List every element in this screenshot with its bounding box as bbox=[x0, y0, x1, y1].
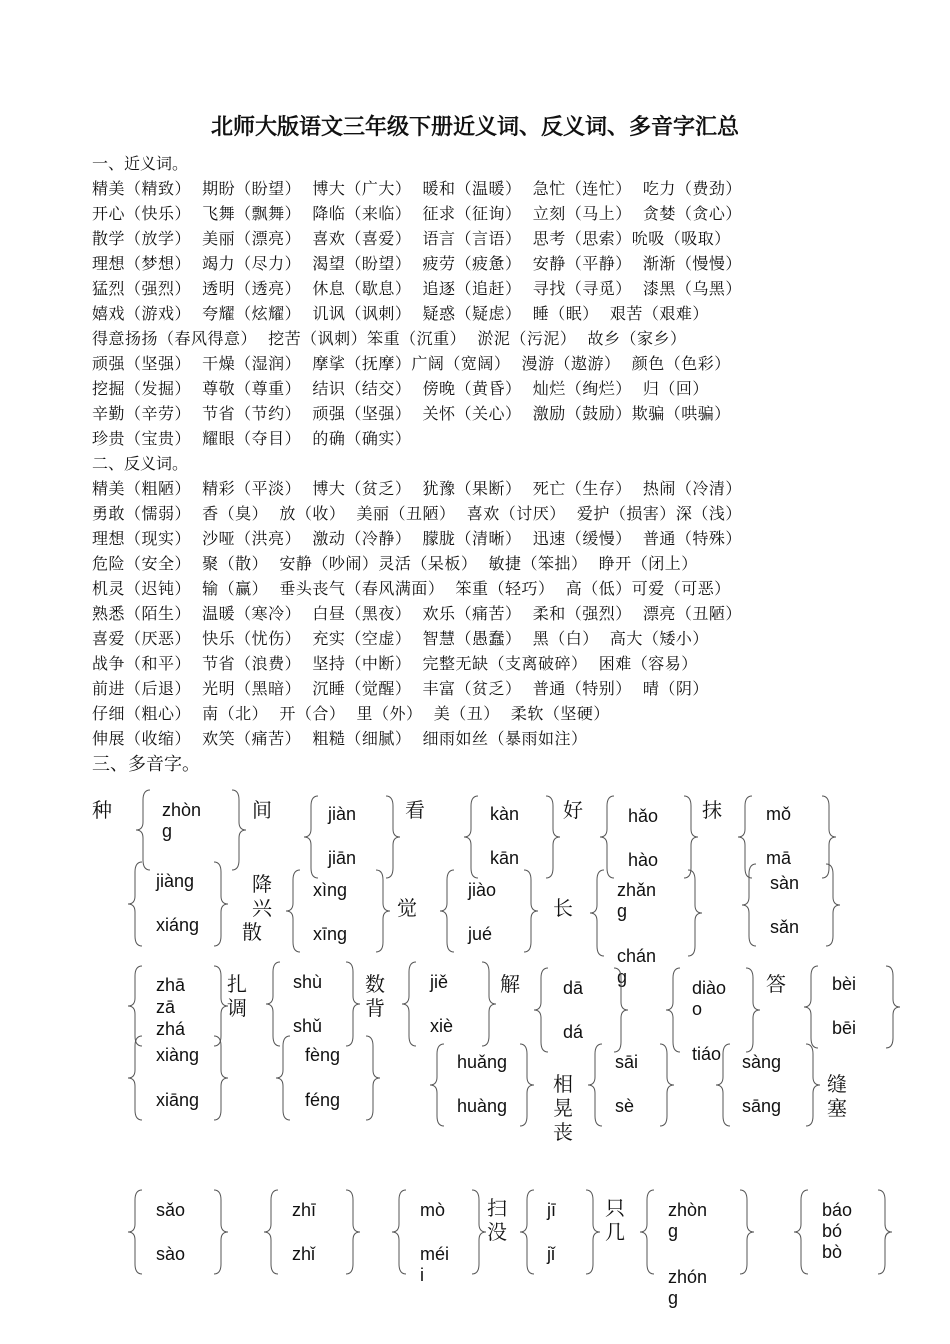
left-brace bbox=[276, 1036, 290, 1120]
right-brace bbox=[214, 966, 228, 1046]
right-brace bbox=[386, 796, 400, 878]
left-brace bbox=[666, 968, 680, 1052]
pinyin: o bbox=[692, 999, 703, 1019]
pinyin: bò bbox=[822, 1242, 843, 1262]
left-brace bbox=[266, 962, 280, 1046]
pinyin: bēi bbox=[832, 1018, 857, 1038]
left-brace bbox=[392, 1190, 406, 1274]
left-brace bbox=[402, 962, 416, 1046]
pinyin: dā bbox=[563, 978, 584, 998]
synonym-row: 猛烈（强烈） 透明（透亮） 休息（歇息） 追逐（追赶） 寻找（寻觅） 漆黑（乌黑） bbox=[92, 279, 742, 298]
poly-char: 降 bbox=[252, 872, 272, 896]
section-antonyms: 二、反义词。 bbox=[92, 454, 189, 473]
right-brace bbox=[886, 966, 900, 1048]
pinyin: bó bbox=[822, 1221, 843, 1241]
left-brace bbox=[738, 796, 752, 878]
pinyin: huǎng bbox=[457, 1052, 508, 1072]
pinyin: jiàng bbox=[156, 871, 195, 891]
pinyin: féng bbox=[305, 1090, 341, 1110]
pinyin: zhǐ bbox=[292, 1244, 316, 1264]
pinyin: sè bbox=[615, 1096, 635, 1116]
antonym-row: 仔细（粗心） 南（北） 开（合） 里（外） 美（丑） 柔软（坚硬） bbox=[92, 704, 610, 723]
right-brace bbox=[482, 962, 496, 1046]
poly-char: 答 bbox=[766, 972, 786, 996]
left-brace bbox=[590, 870, 604, 956]
left-brace bbox=[430, 1044, 444, 1126]
poly-char: 散 bbox=[242, 920, 262, 944]
poly-char: 好 bbox=[563, 798, 583, 822]
poly-char: 看 bbox=[405, 798, 425, 822]
right-brace bbox=[546, 796, 560, 878]
right-brace bbox=[660, 1044, 674, 1126]
pinyin: kàn bbox=[490, 804, 520, 824]
synonym-row: 顽强（坚强） 干燥（湿润） 摩挲（抚摩）广阔（宽阔） 漫游（遨游） 颜色（色彩） bbox=[92, 354, 731, 373]
left-brace bbox=[600, 796, 614, 878]
pinyin: sàn bbox=[770, 873, 800, 893]
antonym-row: 伸展（收缩） 欢笑（痛苦） 粗糙（细腻） 细雨如丝（暴雨如注） bbox=[92, 729, 588, 748]
pinyin: sàng bbox=[742, 1052, 782, 1072]
pinyin: huàng bbox=[457, 1096, 508, 1116]
pinyin: kān bbox=[490, 848, 520, 868]
antonym-row: 熟悉（陌生） 温暖（寒冷） 白昼（黑夜） 欢乐（痛苦） 柔和（强烈） 漂亮（丑陋） bbox=[92, 604, 742, 623]
poly-char: 调 bbox=[227, 996, 247, 1020]
pinyin: mǒ bbox=[766, 804, 792, 824]
pinyin: diào bbox=[692, 978, 727, 998]
synonym-row: 得意扬扬（春风得意） 挖苦（讽刺）笨重（沉重） 淤泥（污泥） 故乡（家乡） bbox=[92, 329, 687, 348]
left-brace bbox=[128, 1036, 142, 1120]
right-brace bbox=[822, 796, 836, 878]
pinyin: g bbox=[668, 1221, 679, 1241]
antonym-row: 机灵（迟钝） 输（赢） 垂头丧气（春风满面） 笨重（轻巧） 高（低）可爱（可恶） bbox=[92, 579, 731, 598]
pinyin: xiè bbox=[430, 1016, 454, 1036]
right-brace bbox=[826, 864, 840, 946]
left-brace bbox=[804, 966, 818, 1048]
poly-char: 缝 bbox=[827, 1072, 847, 1096]
poly-char: 种 bbox=[92, 798, 112, 822]
right-brace bbox=[520, 1044, 534, 1126]
pinyin: fèng bbox=[305, 1045, 341, 1065]
left-brace bbox=[794, 1190, 808, 1274]
right-brace bbox=[346, 962, 360, 1046]
pinyin: báo bbox=[822, 1200, 853, 1220]
pinyin: g bbox=[617, 901, 628, 921]
poly-char: 丧 bbox=[553, 1120, 573, 1144]
right-brace bbox=[746, 968, 760, 1052]
antonym-row: 勇敢（懦弱） 香（臭） 放（收） 美丽（丑陋） 喜欢（讨厌） 爱护（损害）深（浅） bbox=[92, 504, 742, 523]
antonym-row: 战争（和平） 节省（浪费） 坚持（中断） 完整无缺（支离破碎） 困难（容易） bbox=[92, 654, 698, 673]
poly-char: 兴 bbox=[252, 896, 272, 920]
pinyin: xiáng bbox=[156, 915, 200, 935]
poly-char: 长 bbox=[553, 896, 573, 920]
pinyin: hào bbox=[628, 850, 659, 870]
pinyin: hǎo bbox=[628, 806, 659, 826]
poly-char: 背 bbox=[365, 996, 385, 1020]
pinyin: sào bbox=[156, 1244, 186, 1264]
left-brace bbox=[128, 1190, 142, 1274]
synonym-row: 辛勤（辛劳） 节省（节约） 顽强（坚强） 关怀（关心） 激励（鼓励）欺骗（哄骗） bbox=[92, 404, 731, 423]
antonym-row: 危险（安全） 聚（散） 安静（吵闹）灵活（呆板） 敏捷（笨拙） 睁开（闭上） bbox=[92, 554, 698, 573]
right-brace bbox=[740, 1190, 754, 1274]
right-brace bbox=[472, 1190, 486, 1274]
pinyin: xiāng bbox=[156, 1090, 200, 1110]
pinyin: zhī bbox=[292, 1200, 317, 1220]
right-brace bbox=[214, 1190, 228, 1274]
left-brace bbox=[464, 796, 478, 878]
pinyin: g bbox=[162, 821, 173, 841]
page-title: 北师大版语文三年级下册近义词、反义词、多音字汇总 bbox=[210, 115, 739, 140]
pinyin: g bbox=[617, 967, 628, 987]
right-brace bbox=[346, 1190, 360, 1274]
right-brace bbox=[806, 1044, 820, 1126]
left-brace bbox=[534, 968, 548, 1052]
pinyin: mā bbox=[766, 848, 792, 868]
pinyin: sǎn bbox=[770, 917, 800, 937]
right-brace bbox=[684, 796, 698, 878]
section-synonyms: 一、近义词。 bbox=[92, 154, 189, 173]
left-brace bbox=[640, 1190, 654, 1274]
poly-char: 没 bbox=[487, 1220, 507, 1244]
synonym-row: 精美（精致） 期盼（盼望） 博大（广大） 暖和（温暖） 急忙（连忙） 吃力（费劲） bbox=[92, 179, 742, 198]
left-brace bbox=[742, 864, 756, 946]
left-brace bbox=[128, 862, 142, 946]
pinyin: tiáo bbox=[692, 1044, 722, 1064]
antonym-row: 前进（后退） 光明（黑暗） 沉睡（觉醒） 丰富（贫乏） 普通（特别） 晴（阴） bbox=[92, 679, 709, 698]
pinyin: zhòn bbox=[162, 800, 202, 820]
pinyin: jǐ bbox=[547, 1244, 555, 1264]
antonym-row: 理想（现实） 沙哑（洪亮） 激动（冷静） 朦胧（清晰） 迅速（缓慢） 普通（特殊） bbox=[92, 529, 742, 548]
pinyin: jué bbox=[468, 924, 493, 944]
section-polyphones: 三、多音字。 bbox=[92, 754, 200, 775]
right-brace bbox=[878, 1190, 892, 1274]
right-brace bbox=[688, 870, 702, 956]
pinyin: zhòn bbox=[668, 1200, 708, 1220]
antonym-row: 精美（粗陋） 精彩（平淡） 博大（贫乏） 犹豫（果断） 死亡（生存） 热闹（冷清） bbox=[92, 479, 742, 498]
right-brace bbox=[586, 1190, 600, 1274]
poly-char: 间 bbox=[252, 798, 272, 822]
poly-char: 抹 bbox=[702, 798, 722, 822]
left-brace bbox=[128, 966, 142, 1046]
left-brace bbox=[588, 1044, 602, 1126]
pinyin: dá bbox=[563, 1022, 584, 1042]
pinyin: jiàn bbox=[328, 804, 357, 824]
poly-char: 数 bbox=[365, 972, 385, 996]
synonym-row: 散学（放学） 美丽（漂亮） 喜欢（喜爱） 语言（言语） 思考（思索）吮吸（吸取） bbox=[92, 229, 731, 248]
synonym-row: 理想（梦想） 竭力（尽力） 渴望（盼望） 疲劳（疲惫） 安静（平静） 渐渐（慢慢） bbox=[92, 254, 742, 273]
right-brace bbox=[214, 1036, 228, 1120]
poly-char: 解 bbox=[500, 972, 520, 996]
pinyin: méi bbox=[420, 1244, 450, 1264]
right-brace bbox=[232, 790, 246, 870]
pinyin: zhón bbox=[668, 1267, 708, 1287]
poly-char: 相 bbox=[553, 1072, 573, 1096]
antonym-row: 喜爱（厌恶） 快乐（忧伤） 充实（空虚） 智慧（愚蠢） 黑（白） 高大（矮小） bbox=[92, 629, 709, 648]
poly-char: 几 bbox=[605, 1220, 625, 1244]
pinyin: zhā bbox=[156, 975, 186, 995]
left-brace bbox=[136, 790, 150, 870]
poly-char: 觉 bbox=[397, 896, 417, 920]
pinyin: jī bbox=[547, 1200, 556, 1220]
poly-char: 只 bbox=[605, 1196, 625, 1220]
pinyin: i bbox=[420, 1265, 424, 1285]
right-brace bbox=[366, 1036, 380, 1120]
pinyin: shù bbox=[293, 972, 323, 992]
pinyin: bèi bbox=[832, 974, 857, 994]
pinyin: xīng bbox=[313, 924, 348, 944]
pinyin: jiào bbox=[468, 880, 497, 900]
poly-char: 扫 bbox=[487, 1196, 507, 1220]
synonym-row: 珍贵（宝贵） 耀眼（夺目） 的确（确实） bbox=[92, 429, 412, 448]
pinyin: zhǎn bbox=[617, 880, 657, 900]
right-brace bbox=[376, 870, 390, 952]
pinyin: sāng bbox=[742, 1096, 782, 1116]
poly-char: 扎 bbox=[227, 972, 247, 996]
pinyin: sāi bbox=[615, 1052, 639, 1072]
left-brace bbox=[440, 870, 454, 952]
pinyin: xiàng bbox=[156, 1045, 200, 1065]
left-brace bbox=[286, 870, 300, 952]
right-brace bbox=[524, 870, 538, 952]
left-brace bbox=[304, 796, 318, 878]
pinyin: mò bbox=[420, 1200, 446, 1220]
right-brace bbox=[214, 862, 228, 946]
pinyin: zhá bbox=[156, 1019, 186, 1039]
pinyin: zā bbox=[156, 997, 176, 1017]
pinyin: shǔ bbox=[293, 1016, 323, 1036]
left-brace bbox=[520, 1190, 534, 1274]
synonym-row: 嬉戏（游戏） 夸耀（炫耀） 讥讽（讽刺） 疑惑（疑虑） 睡（眠） 艰苦（艰难） bbox=[92, 304, 709, 323]
poly-char: 晃 bbox=[553, 1096, 573, 1120]
pinyin: g bbox=[668, 1288, 679, 1308]
synonym-row: 挖掘（发掘） 尊敬（尊重） 结识（结交） 傍晚（黄昏） 灿烂（绚烂） 归（回） bbox=[92, 379, 709, 398]
poly-char: 塞 bbox=[827, 1096, 847, 1120]
pinyin: jiān bbox=[328, 848, 357, 868]
pinyin: xìng bbox=[313, 880, 348, 900]
synonym-row: 开心（快乐） 飞舞（飘舞） 降临（来临） 征求（征询） 立刻（马上） 贪婪（贪心） bbox=[92, 204, 742, 223]
pinyin: sǎo bbox=[156, 1200, 186, 1220]
pinyin: chán bbox=[617, 946, 657, 966]
pinyin: jiě bbox=[430, 972, 449, 992]
left-brace bbox=[264, 1190, 278, 1274]
